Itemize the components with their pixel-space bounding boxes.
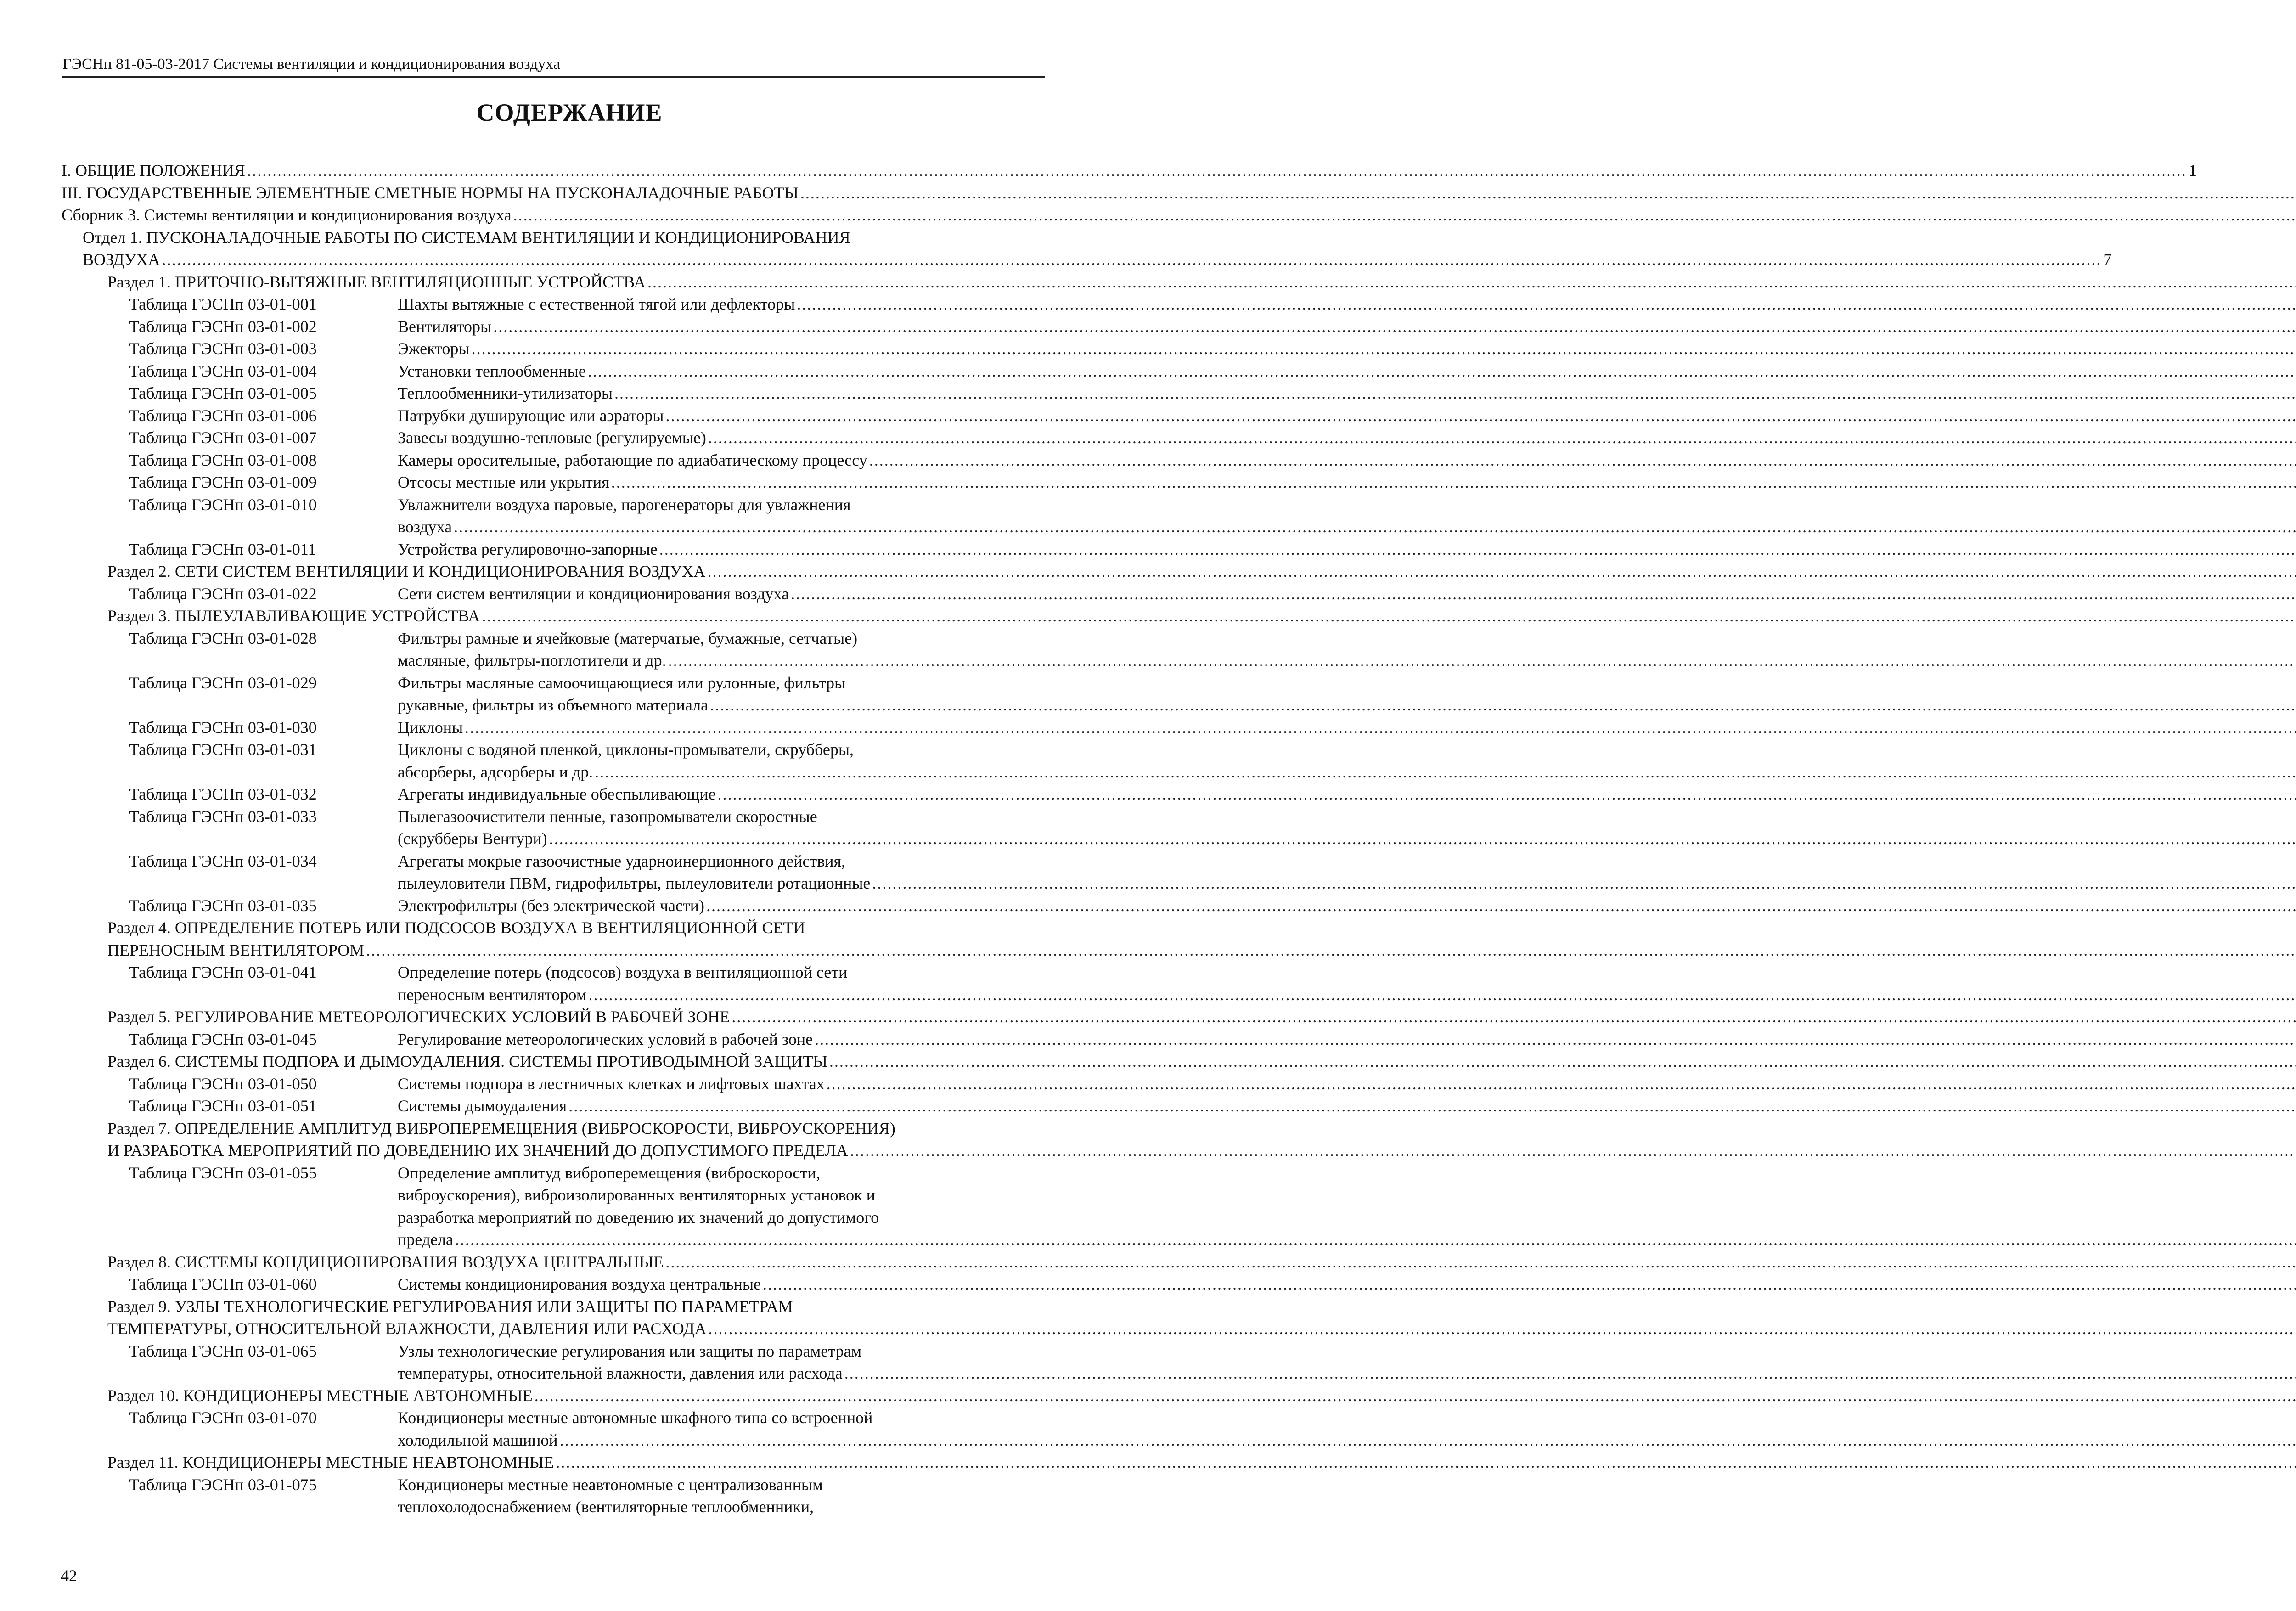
dot-leader	[482, 605, 2296, 626]
toc-section-entry-text: Раздел 6. СИСТЕМЫ ПОДПОРА И ДЫМОУДАЛЕНИЯ. СИСТЕМЫ ПРОТИВОДЫМНОЙ ЗАЩИТЫ	[107, 1052, 827, 1070]
toc-table-code: Таблица ГЭСНп 03-01-003	[129, 339, 317, 358]
toc-section-entry	[107, 1140, 1040, 1161]
dot-leader	[560, 1430, 2296, 1451]
toc-heading-entry-text: Отдел 1. ПУСКОНАЛАДОЧНЫЕ РАБОТЫ ПО СИСТЕМАМ ВЕНТИЛЯЦИИ И КОНДИЦИОНИРОВАНИЯ	[83, 228, 850, 247]
dot-leader	[709, 1318, 2296, 1339]
toc-table-entry-text: Сети систем вентиляции и кондиционирования воздуха	[398, 584, 789, 603]
toc-table-entry	[398, 761, 1040, 783]
toc-table-entry	[398, 293, 1040, 315]
toc-table-entry-text: Фильтры масляные самоочищающиеся или рулонные, фильтры	[398, 673, 846, 692]
toc-table-entry-text: Увлажнители воздуха паровые, парогенераторы для увлажнения	[398, 495, 851, 514]
toc-table-code: Таблица ГЭСНп 03-01-011	[129, 540, 316, 558]
toc-table-entry-text: переносным вентилятором	[398, 985, 587, 1004]
toc-section-entry-text: Раздел 10. КОНДИЦИОНЕРЫ МЕСТНЫЕ АВТОНОМНЫЕ	[107, 1386, 533, 1405]
toc-table-code: Таблица ГЭСНп 03-01-051	[129, 1097, 317, 1115]
dot-leader	[465, 717, 2296, 738]
dot-leader	[595, 761, 2296, 783]
toc-table-entry	[398, 783, 1040, 805]
toc-table-entry-text: Патрубки душирующие или аэраторы	[398, 406, 664, 425]
toc-table-entry	[398, 316, 1040, 337]
toc-table-code: Таблица ГЭСНп 03-01-002	[129, 317, 317, 336]
toc-table-code: Таблица ГЭСНп 03-01-030	[129, 718, 317, 737]
toc-table-entry-text: абсорберы, адсорберы и др.	[398, 762, 593, 781]
toc-table-entry-text: Кондиционеры местные неавтономные с централизованным	[398, 1475, 823, 1494]
toc-table-entry	[398, 650, 1040, 671]
dot-leader	[513, 204, 2296, 225]
toc-table-entry	[398, 1363, 1040, 1384]
dot-leader	[763, 1273, 2296, 1295]
dot-leader	[162, 249, 2101, 270]
toc-section-entry	[107, 1251, 1040, 1273]
toc-table-code: Таблица ГЭСНп 03-01-035	[129, 896, 317, 915]
toc-heading-entry-text: I. ОБЩИЕ ПОЛОЖЕНИЯ	[62, 161, 245, 180]
toc-table-code: Таблица ГЭСНп 03-01-032	[129, 785, 317, 803]
toc-table-entry-text: Системы дымоудаления	[398, 1097, 567, 1115]
dot-leader	[549, 828, 2296, 849]
toc-table-entry	[398, 717, 1040, 738]
toc-table-code: Таблица ГЭСНп 03-01-034	[129, 851, 317, 870]
toc-table-entry	[398, 873, 1040, 894]
toc-heading-entry-text: III. ГОСУДАРСТВЕННЫЕ ЭЛЕМЕНТНЫЕ СМЕТНЫЕ НОРМЫ НА ПУСКОНАЛАДОЧНЫЕ РАБОТЫ	[62, 183, 799, 202]
toc-heading-entry-text: ВОЗДУХА	[83, 250, 160, 269]
dot-leader	[710, 694, 2296, 715]
toc-table-entry	[398, 427, 1040, 448]
toc-table-entry-text: Эжекторы	[398, 339, 470, 358]
dot-leader	[535, 1385, 2296, 1406]
toc-table-code: Таблица ГЭСНп 03-01-029	[129, 673, 317, 692]
toc-section-entry-text: И РАЗРАБОТКА МЕРОПРИЯТИЙ ПО ДОВЕДЕНИЮ ИХ ЗНАЧЕНИЙ ДО ДОПУСТИМОГО ПРЕДЕЛА	[107, 1141, 848, 1160]
toc-table-code: Таблица ГЭСНп 03-01-075	[129, 1475, 317, 1494]
toc-heading-entry	[62, 160, 2197, 181]
dot-leader	[589, 984, 2296, 1005]
dot-leader	[556, 1452, 2296, 1473]
toc-table-entry-text: Агрегаты мокрые газоочистные ударноинерционного действия,	[398, 851, 846, 870]
toc-heading-entry	[83, 227, 1040, 248]
toc-section-entry-text: Раздел 5. РЕГУЛИРОВАНИЕ МЕТЕОРОЛОГИЧЕСКИХ УСЛОВИЙ В РАБОЧЕЙ ЗОНЕ	[107, 1008, 730, 1026]
toc-table-code: Таблица ГЭСНп 03-01-070	[129, 1408, 317, 1427]
dot-leader	[827, 1073, 2296, 1094]
toc-table-code: Таблица ГЭСНп 03-01-033	[129, 807, 317, 826]
toc-page-number: 7	[2103, 250, 2112, 269]
toc-section-entry-text: Раздел 2. СЕТИ СИСТЕМ ВЕНТИЛЯЦИИ И КОНДИЦИОНИРОВАНИЯ ВОЗДУХА	[107, 562, 706, 580]
toc-table-entry	[398, 694, 1040, 715]
toc-table-code: Таблица ГЭСНп 03-01-065	[129, 1341, 317, 1360]
toc-section-entry-text: Раздел 8. СИСТЕМЫ КОНДИЦИОНИРОВАНИЯ ВОЗДУХА ЦЕНТРАЛЬНЫЕ	[107, 1252, 664, 1271]
dot-leader	[665, 1251, 2296, 1273]
toc-table-entry-text: Завесы воздушно-тепловые (регулируемые)	[398, 428, 706, 447]
dot-leader	[455, 1229, 2296, 1250]
toc-section-entry	[107, 1452, 1040, 1473]
toc-section-entry-text: Раздел 4. ОПРЕДЕЛЕНИЕ ПОТЕРЬ ИЛИ ПОДСОСОВ ВОЗДУХА В ВЕНТИЛЯЦИОННОЙ СЕТИ	[107, 918, 805, 937]
toc-table-entry	[398, 628, 1040, 649]
toc-section-entry	[107, 1385, 1040, 1406]
toc-table-entry	[398, 1496, 1040, 1517]
toc-heading-entry-text: Сборник 3. Системы вентиляции и кондиционирования воздуха	[62, 206, 512, 224]
toc-table-entry-text: Узлы технологические регулирования или защиты по параметрам	[398, 1341, 862, 1360]
toc-table-code: Таблица ГЭСНп 03-01-009	[129, 473, 317, 491]
toc-section-entry	[107, 561, 1040, 582]
toc-table-entry	[398, 1430, 1040, 1451]
toc-table-entry	[398, 1073, 1040, 1094]
toc-table-entry-text: виброускорения), виброизолированных вентиляторных установок и	[398, 1186, 875, 1204]
toc-table-entry	[398, 1207, 1040, 1228]
toc-table-entry	[398, 1474, 1040, 1495]
toc-heading-entry	[62, 182, 1040, 203]
toc-table-entry	[398, 405, 1040, 426]
toc-section-entry-text: ТЕМПЕРАТУРЫ, ОТНОСИТЕЛЬНОЙ ВЛАЖНОСТИ, ДАВЛЕНИЯ ИЛИ РАСХОДА	[107, 1319, 707, 1338]
toc-table-entry	[398, 1407, 1040, 1428]
page-number: 42	[61, 1566, 77, 1585]
toc-table-entry	[398, 338, 1040, 359]
dot-leader	[850, 1140, 2296, 1161]
running-header: ГЭСНп 81-05-03-2017 Системы вентиляции и кондиционирования воздуха	[62, 54, 1045, 78]
toc-section-entry	[107, 1296, 1040, 1317]
toc-table-code: Таблица ГЭСНп 03-01-045	[129, 1030, 317, 1048]
dot-leader	[844, 1363, 2296, 1384]
toc-table-code: Таблица ГЭСНп 03-01-005	[129, 384, 317, 402]
toc-section-entry-text: Раздел 9. УЗЛЫ ТЕХНОЛОГИЧЕСКИЕ РЕГУЛИРОВАНИЯ ИЛИ ЗАЩИТЫ ПО ПАРАМЕТРАМ	[107, 1297, 793, 1316]
toc-table-code: Таблица ГЭСНп 03-01-050	[129, 1074, 317, 1093]
dot-leader	[707, 561, 2296, 582]
dot-leader	[706, 895, 2296, 916]
dot-leader	[665, 405, 2296, 426]
toc-section-entry-text: Раздел 11. КОНДИЦИОНЕРЫ МЕСТНЫЕ НЕАВТОНОМНЫЕ	[107, 1453, 554, 1471]
toc-table-entry-text: Циклоны	[398, 718, 463, 737]
toc-table-entry-text: пылеуловители ПВМ, гидрофильтры, пылеуловители ротационные	[398, 874, 871, 892]
toc-table-entry-text: Отсосы местные или укрытия	[398, 473, 609, 491]
toc-table-entry	[398, 984, 1040, 1005]
toc-table-entry-text: Кондиционеры местные автономные шкафного типа со встроенной	[398, 1408, 873, 1427]
toc-table-code: Таблица ГЭСНп 03-01-055	[129, 1163, 317, 1182]
toc-table-entry	[398, 1184, 1040, 1205]
toc-table-entry-text: воздуха	[398, 518, 452, 536]
toc-table-code: Таблица ГЭСНп 03-01-008	[129, 451, 317, 469]
toc-section-entry	[107, 940, 1040, 961]
dot-leader	[647, 271, 2296, 293]
toc-section-entry	[107, 1318, 1040, 1339]
dot-leader	[800, 182, 2296, 203]
dot-leader	[829, 1051, 2296, 1072]
toc-table-entry	[398, 739, 1040, 760]
toc-section-entry	[107, 1051, 1040, 1072]
toc-table-entry	[398, 361, 1040, 382]
toc-table-entry-text: Регулирование метеорологических условий в рабочей зоне	[398, 1030, 813, 1048]
toc-table-entry	[398, 806, 1040, 827]
toc-table-entry-text: Определение амплитуд виброперемещения (виброскорости,	[398, 1163, 821, 1182]
toc-table-entry-text: Установки теплообменные	[398, 361, 586, 380]
toc-table-code: Таблица ГЭСНп 03-01-022	[129, 584, 317, 603]
toc-section-entry	[107, 605, 1040, 626]
toc-table-code: Таблица ГЭСНп 03-01-060	[129, 1275, 317, 1293]
toc-table-entry-text: Пылегазоочистители пенные, газопромыватели скоростные	[398, 807, 817, 826]
toc-table-code: Таблица ГЭСНп 03-01-041	[129, 963, 317, 981]
dot-leader	[797, 293, 2296, 315]
toc-table-entry	[398, 1029, 1040, 1050]
toc-table-entry	[398, 383, 1040, 404]
toc-table-entry-text: масляные, фильтры-поглотители и др.	[398, 651, 666, 670]
toc-table-entry	[398, 895, 1040, 916]
toc-table-entry-text: Шахты вытяжные с естественной тягой или дефлекторы	[398, 295, 795, 313]
toc-table-entry-text: Системы подпора в лестничных клетках и лифтовых шахтах	[398, 1074, 825, 1093]
toc-table-entry	[398, 450, 1040, 471]
toc-table-entry-text: разработка мероприятий по доведению их значений до допустимого	[398, 1208, 879, 1227]
toc-table-entry-text: Определение потерь (подсосов) воздуха в вентиляционной сети	[398, 963, 848, 981]
dot-leader	[791, 583, 2296, 604]
page-title: СОДЕРЖАНИЕ	[476, 99, 663, 126]
toc-section-entry	[107, 917, 1040, 938]
toc-table-entry	[398, 583, 1040, 604]
dot-leader	[869, 450, 2296, 471]
toc-table-code: Таблица ГЭСНп 03-01-004	[129, 361, 317, 380]
dot-leader	[872, 873, 2296, 894]
toc-table-entry	[398, 472, 1040, 493]
toc-table-entry-text: температуры, относительной влажности, давления или расхода	[398, 1364, 843, 1382]
toc-table-entry	[398, 672, 1040, 693]
toc-table-entry	[398, 851, 1040, 872]
toc-table-code: Таблица ГЭСНп 03-01-007	[129, 428, 317, 447]
toc-table-entry-text: Циклоны с водяной пленкой, циклоны-промыватели, скрубберы,	[398, 740, 854, 759]
toc-section-entry-text: ПЕРЕНОСНЫМ ВЕНТИЛЯТОРОМ	[107, 941, 365, 959]
toc-table-entry	[398, 1229, 1040, 1250]
toc-table-code: Таблица ГЭСНп 03-01-028	[129, 629, 317, 648]
toc-table-entry	[398, 1162, 1040, 1183]
toc-table-entry-text: Электрофильтры (без электрической части)	[398, 896, 704, 915]
toc-table-entry-text: холодильной машиной	[398, 1431, 558, 1449]
toc-table-entry	[398, 1341, 1040, 1362]
dot-leader	[366, 940, 2296, 961]
toc-table-entry	[398, 828, 1040, 849]
toc-section-entry	[107, 1118, 1040, 1139]
toc-section-entry-text: Раздел 7. ОПРЕДЕЛЕНИЕ АМПЛИТУД ВИБРОПЕРЕМЕЩЕНИЯ (ВИБРОСКОРОСТИ, ВИБРОУСКОРЕНИЯ)	[107, 1119, 895, 1138]
toc-table-entry	[398, 539, 1040, 560]
toc-table-entry-text: Вентиляторы	[398, 317, 492, 336]
toc-table-code: Таблица ГЭСНп 03-01-010	[129, 495, 317, 514]
toc-section-entry	[107, 1006, 1040, 1027]
toc-table-entry	[398, 1273, 1040, 1295]
dot-leader	[614, 383, 2296, 404]
toc-table-entry-text: рукавные, фильтры из объемного материала	[398, 696, 709, 714]
toc-table-code: Таблица ГЭСНп 03-01-031	[129, 740, 317, 759]
dot-leader	[668, 650, 2296, 671]
dot-leader	[454, 516, 2296, 537]
dot-leader	[247, 160, 2187, 181]
toc-table-entry-text: Теплообменники-утилизаторы	[398, 384, 613, 402]
toc-table-entry-text: Системы кондиционирования воздуха центральные	[398, 1275, 761, 1293]
toc-table-entry	[398, 1095, 1040, 1116]
toc-table-entry	[398, 962, 1040, 983]
dot-leader	[568, 1095, 2296, 1116]
toc-section-entry-text: Раздел 3. ПЫЛЕУЛАВЛИВАЮЩИЕ УСТРОЙСТВА	[107, 607, 480, 625]
toc-page-number: 1	[2188, 161, 2197, 180]
toc-table-entry-text: Фильтры рамные и ячейковые (матерчатые, бумажные, сетчатые)	[398, 629, 858, 648]
toc-heading-entry	[83, 249, 2112, 270]
toc-section-entry-text: Раздел 1. ПРИТОЧНО-ВЫТЯЖНЫЕ ВЕНТИЛЯЦИОННЫЕ УСТРОЙСТВА	[107, 272, 646, 291]
dot-leader	[708, 427, 2296, 448]
dot-leader	[493, 316, 2296, 337]
toc-heading-entry	[62, 204, 1040, 225]
dot-leader	[588, 361, 2296, 382]
dot-leader	[815, 1029, 2296, 1050]
dot-leader	[659, 539, 2296, 560]
toc-table-entry-text: предела	[398, 1230, 454, 1249]
toc-table-code: Таблица ГЭСНп 03-01-001	[129, 295, 317, 313]
toc-table-entry-text: Агрегаты индивидуальные обеспыливающие	[398, 785, 716, 803]
toc-table-entry	[398, 494, 1040, 515]
dot-leader	[611, 472, 2296, 493]
toc-table-entry-text: (скрубберы Вентури)	[398, 829, 547, 848]
toc-table-entry	[398, 516, 1040, 537]
toc-table-entry-text: Устройства регулировочно-запорные	[398, 540, 658, 558]
toc-table-code: Таблица ГЭСНп 03-01-006	[129, 406, 317, 425]
toc-table-entry-text: теплохолодоснабжением (вентиляторные теплообменники,	[398, 1498, 814, 1516]
dot-leader	[732, 1006, 2296, 1027]
dot-leader	[472, 338, 2296, 359]
dot-leader	[718, 783, 2296, 805]
toc-table-entry-text: Камеры оросительные, работающие по адиабатическому процессу	[398, 451, 867, 469]
toc-section-entry	[107, 271, 1040, 293]
